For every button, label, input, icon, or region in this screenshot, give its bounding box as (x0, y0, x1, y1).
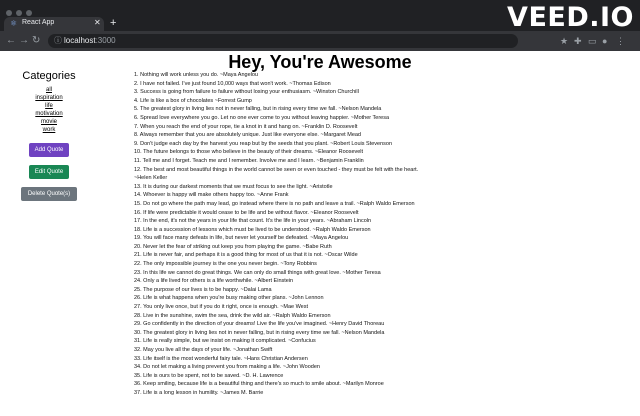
edit-quote-button[interactable]: Edit Quote (29, 165, 69, 179)
back-arrow-icon[interactable]: ← (6, 35, 16, 46)
add-quote-button[interactable]: Add Quote (29, 143, 69, 157)
quote-item[interactable]: 13. It is during our darkest moments that we must focus to see the light. ~Aristotle (134, 183, 333, 190)
quote-item[interactable]: 8. Always remember that you are absolutely unique. Just like everyone else. ~Margaret Mead (134, 132, 361, 139)
quote-item[interactable]: 16. If life were predictable it would cease to be life and be without flavor. ~Eleanor Roosevelt (134, 209, 359, 216)
veed-watermark-logo: VEED.IO (507, 2, 634, 33)
quote-item[interactable]: 32. May you live all the days of your life. ~Jonathan Swift (134, 347, 273, 353)
quote-item[interactable]: 15. Do not go where the path may lead, go instead where there is no path and leave a trail. ~Ralph Waldo Emerson (134, 200, 415, 207)
quote-item[interactable]: 30. The greatest glory in living lies not in never falling, but in rising every time we fall. ~Nelson Mandela (134, 329, 385, 336)
app-page (0, 51, 640, 416)
category-link-work[interactable]: work (42, 127, 56, 133)
quote-item[interactable]: 23. In this life we cannot do great things. We can only do small things with great love. ~Mother Teresa (134, 269, 381, 276)
address-url (64, 36, 116, 45)
profile-icon[interactable]: ● (602, 36, 608, 46)
category-link-all[interactable]: all (45, 87, 52, 93)
page-heading: Hey, You're Awesome (228, 52, 412, 72)
quote-item[interactable]: 6. Spread love everywhere you go. Let no one ever come to you without leaving happier. ~Mother Teresa (134, 114, 390, 121)
quote-item[interactable]: 5. The greatest glory in living lies not in never falling, but in rising every time we fall. ~Nelson Mandela (134, 106, 382, 113)
tab-title: React App (22, 19, 55, 26)
quote-item[interactable]: 14. Whoever is happy will make others happy too. ~Anne Frank (134, 192, 289, 199)
categories-sidebar (16, 70, 82, 201)
categories-title: Categories (22, 70, 76, 82)
new-tab-button[interactable]: + (110, 17, 117, 29)
extensions-icon[interactable]: ✚ (574, 36, 582, 46)
address-bar[interactable] (48, 34, 518, 48)
browser-toolbar (0, 31, 640, 51)
quote-item[interactable]: 36. Keep smiling, because life is a beautiful thing and there's so much to smile about. ~Marilyn Monroe (134, 381, 384, 388)
quote-list (134, 71, 634, 398)
category-link-movie[interactable]: movie (40, 119, 57, 125)
quote-item[interactable]: 33. Life itself is the most wonderful fairy tale. ~Hans Christian Andersen (134, 355, 308, 362)
quote-item[interactable]: 34. Do not let making a living prevent you from making a life. ~John Wooden (134, 364, 320, 371)
bookmark-star-icon[interactable]: ★ (560, 36, 569, 46)
quote-item[interactable]: 7. When you reach the end of your rope, tie a knot in it and hang on. ~Franklin D. Roosevelt (134, 123, 358, 130)
quote-item[interactable]: 25. The purpose of our lives is to be happy. ~Dalai Lama (134, 286, 272, 293)
quote-item[interactable]: 10. The future belongs to those who believe in the beauty of their dreams. ~Eleanor Roosevelt (134, 149, 364, 156)
url-host: localhost (64, 36, 96, 45)
tab-close-icon[interactable]: ✕ (94, 18, 101, 27)
quote-item[interactable]: 2. I have not failed. I've just found 10,000 ways that won't work. ~Thomas Edison (134, 80, 331, 87)
quote-item[interactable]: 35. Life is ours to be spent, not to be saved. ~D. H. Lawrence (134, 372, 284, 379)
quote-item[interactable]: 24. Only a life lived for others is a life worthwhile. ~Albert Einstein (134, 278, 294, 285)
quote-item[interactable]: 12. The best and most beautiful things in the world cannot be seen or even touched - they must be felt with the heart. (134, 166, 419, 173)
quote-item[interactable]: 9. Don't judge each day by the harvest you reap but by the seeds that you plant. ~Robert Louis Stevenson (134, 140, 393, 147)
quote-item[interactable]: ~Helen Keller (134, 175, 168, 182)
quote-item[interactable]: 20. Never let the fear of striking out keep you from playing the game. ~Babe Ruth (134, 243, 332, 250)
sidebar-icon[interactable]: ▭ (588, 36, 597, 46)
browser-tab[interactable] (4, 17, 104, 31)
forward-arrow-icon[interactable]: → (19, 35, 29, 46)
reload-icon[interactable]: ↻ (32, 35, 41, 46)
category-link-inspiration[interactable]: inspiration (35, 95, 63, 101)
quote-item[interactable]: 11. Tell me and I forget. Teach me and I remember. Involve me and I learn. ~Benjamin Franklin (134, 157, 364, 164)
quote-item[interactable]: 17. In the end, it's not the years in your life that count. It's the life in your years. ~Abraham Lincoln (134, 218, 372, 225)
quote-item[interactable]: 21. Life is never fair, and perhaps it is a good thing for most of us that it is not. ~Oscar Wilde (134, 252, 358, 259)
browser-menu-icon[interactable]: ⋮ (616, 36, 625, 46)
site-info-icon[interactable]: ⓘ (54, 36, 62, 45)
category-link-motivation[interactable]: motivation (35, 111, 63, 117)
quote-item[interactable]: 4. Life is like a box of chocolates ~Forrest Gump (134, 97, 252, 104)
url-port: :3000 (95, 36, 116, 45)
quote-item[interactable]: 28. Live in the sunshine, swim the sea, drink the wild air. ~Ralph Waldo Emerson (134, 312, 331, 319)
category-link-life[interactable]: life (45, 103, 53, 109)
delete-quotes-button[interactable]: Delete Quote(s) (21, 187, 77, 201)
react-favicon-icon: ⚛ (10, 19, 18, 28)
quote-item[interactable]: 1. Nothing will work unless you do. ~Maya Angelou (134, 72, 258, 78)
window-controls[interactable] (6, 10, 32, 16)
quote-item[interactable]: 27. You only live once, but if you do it right, once is enough. ~Mae West (134, 304, 309, 311)
quote-item[interactable]: 29. Go confidently in the direction of your dreams! Live the life you've imagined. ~Henry David Thoreau (134, 321, 385, 328)
quote-item[interactable]: 26. Life is what happens when you're busy making other plans. ~John Lennon (134, 295, 324, 302)
quote-item[interactable]: 3. Success is going from failure to failure without losing your enthusiasm. ~Winston Churchill (134, 89, 359, 96)
quote-item[interactable]: 37. Life is a long lesson in humility. ~James M. Barrie (134, 389, 264, 396)
quote-item[interactable]: 31. Life is really simple, but we insist on making it complicated. ~Confucius (134, 338, 316, 345)
quote-item[interactable]: 22. The only impossible journey is the one you never begin. ~Tony Robbins (134, 261, 317, 268)
quote-item[interactable]: 19. You will face many defeats in life, but never let yourself be defeated. ~Maya Angelou (134, 235, 349, 242)
quote-item[interactable]: 18. Life is a succession of lessons which must be lived to be understood. ~Ralph Waldo Emerson (134, 226, 371, 233)
